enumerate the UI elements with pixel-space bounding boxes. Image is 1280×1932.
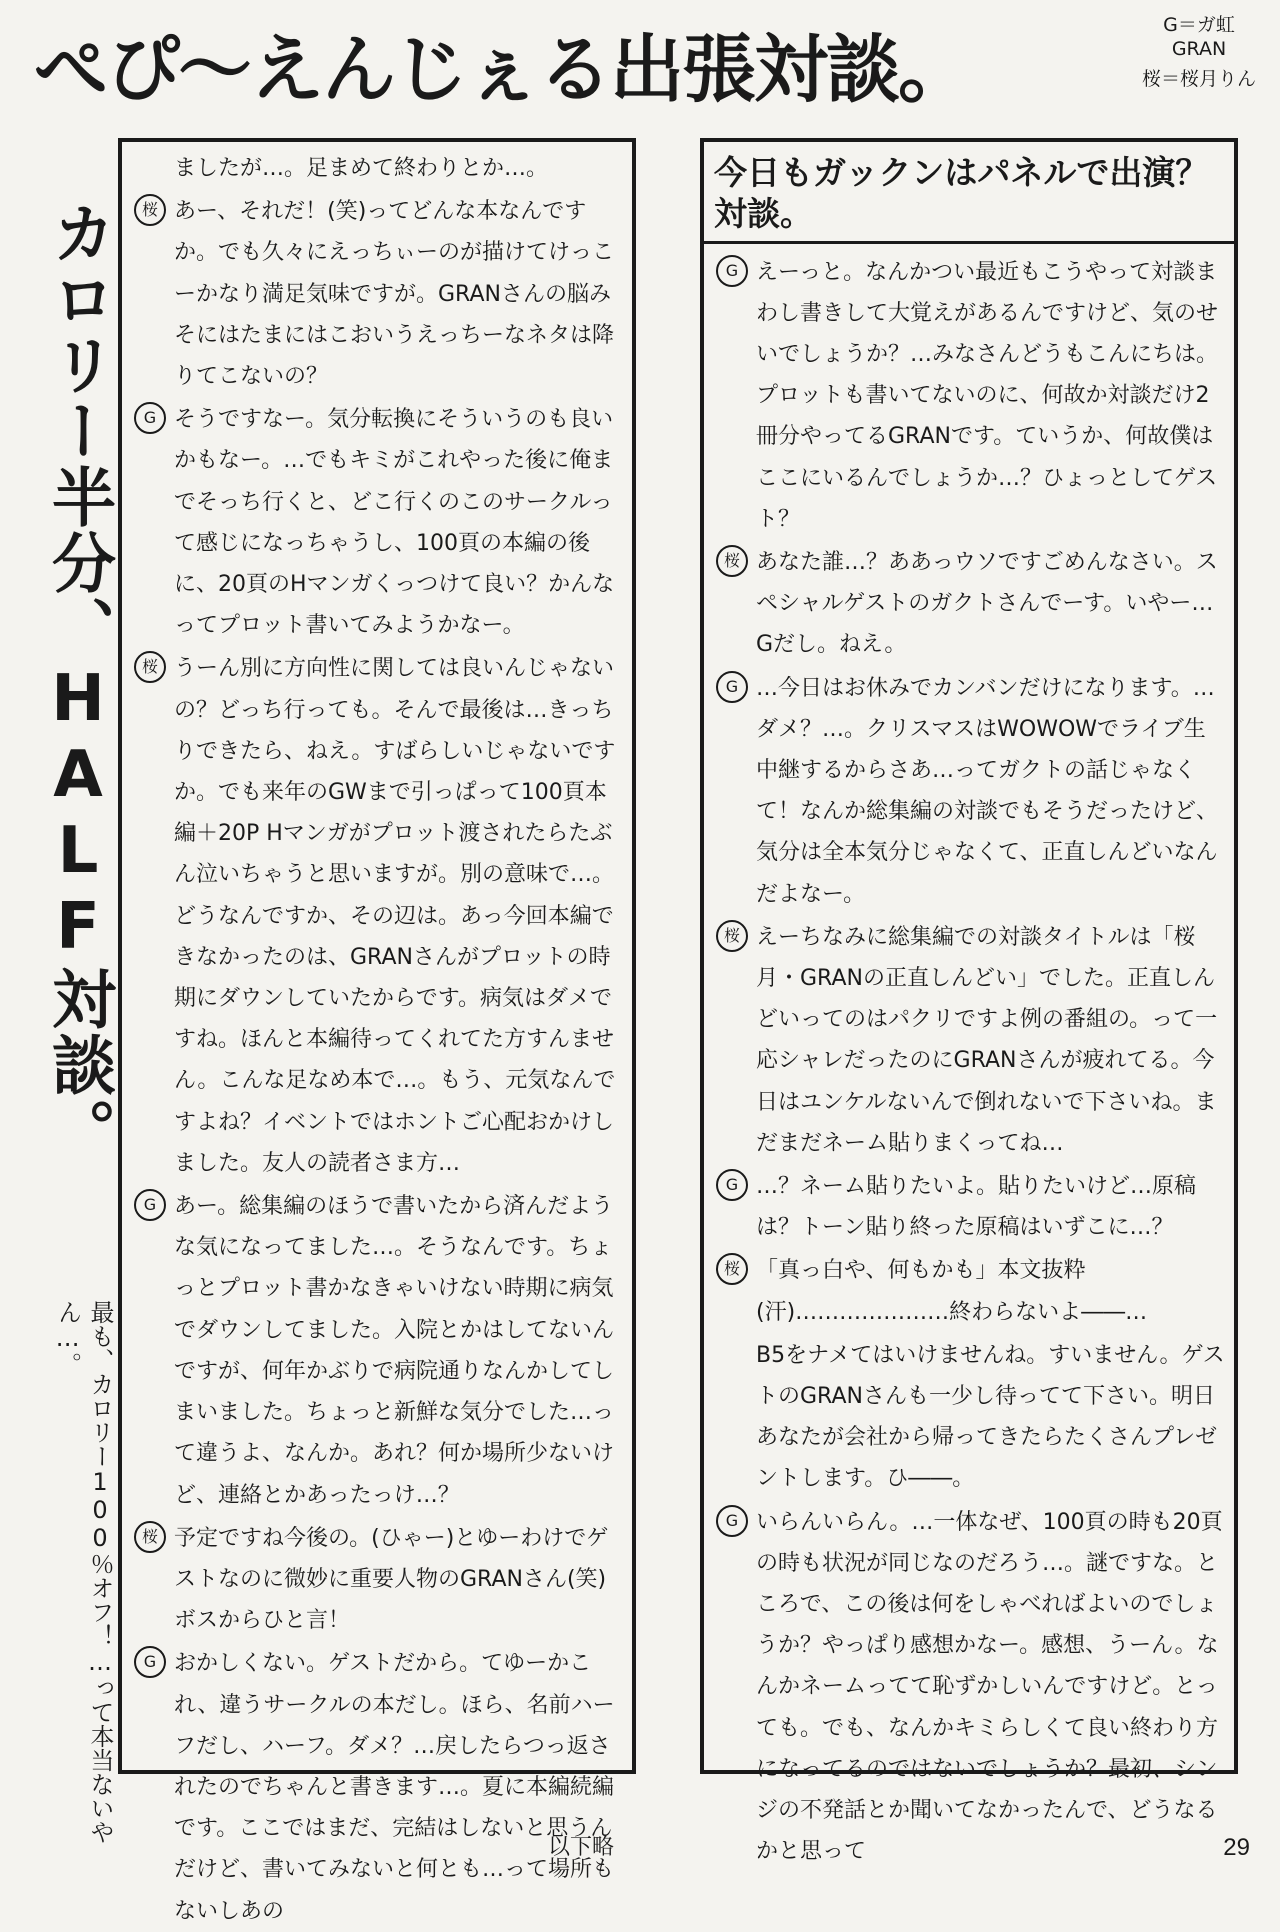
- legend-symbol: G: [1163, 14, 1178, 36]
- speaker-mark: G: [716, 1505, 748, 1537]
- speaker-mark: G: [716, 255, 748, 287]
- dialogue-block: [134, 648, 624, 1184]
- dialogue-block: [716, 917, 1226, 1164]
- dialogue-block: [716, 1166, 1226, 1248]
- dialogue-text: ましたが…。足まめて終わりとか…。: [174, 156, 549, 181]
- vertical-title: カロリー半分、HALF対談。: [41, 200, 115, 1164]
- dialogue-block: [134, 1518, 624, 1642]
- panel-heading: 今日もガックンはパネルで出演？対談。: [704, 148, 1234, 244]
- dialogue-text: …？ネーム貼りたいよ。貼りたいけど…原稿は？トーン貼り終った原稿はいずこに…？: [756, 1173, 1197, 1241]
- dialogue-block: [134, 399, 624, 646]
- footnote: 以下略: [548, 1835, 615, 1860]
- speaker-mark: [716, 1338, 748, 1370]
- dialogue-text: あー。総集編のほうで書いたから済んだような気になってました…。そうなんです。ちょっとプロット書かなきゃいけない時期に病気でダウンしてました。入院とかはしてないんですが、何年かぶりで病院通りなんかしてしまいました。ちょっと新鮮な気分でした…って違うよ、なんか。あれ？何か場所少ないけど、連絡とかあったっけ…？: [174, 1194, 615, 1508]
- speaker-mark: 桜: [716, 545, 748, 577]
- legend-text: ＝桜月りん: [1161, 67, 1257, 90]
- dialogue-text: …今日はお休みでカンバンだけになります。…ダメ？…。クリスマスはWOWOWでライブ生中継するからさあ…ってガクトの話じゃなくて！なんか総集編の対談でもそうだったけど、気分は全本気分じゃなくて、正直しんどいなんだよなー。: [756, 675, 1219, 907]
- dialogue-block: [716, 1502, 1226, 1873]
- dialogue-text: うーん別に方向性に関しては良いんじゃないの？どっち行っても。そんで最後は…きっちりできたら、ねえ。すばらしいじゃないですか。でも来年のGWまで引っぱって100頁本編＋20P Hマンガがプロット渡されたらたぶん泣いちゃうと思いますが。別の意味で…。どうなんですか、その辺は。あっ今回本編できなかったのは、GRANさんがプロットの時期にダウンしていたからです。病気はダメですね。ほんと本編待ってくれてた方すんません。こんな足なめ本で…。もう、元気なんですよね？イベントではホントご心配おかけしました。友人の読者さま方…: [174, 656, 616, 1176]
- dialogue-block: [134, 191, 624, 397]
- dialogue-block: [716, 1250, 1226, 1332]
- speaker-legend: [1138, 14, 1260, 97]
- dialogue-block: [716, 542, 1226, 666]
- speaker-mark: 桜: [134, 651, 166, 683]
- page-title: ぺぴ〜えんじぇる出張対談。: [34, 27, 970, 113]
- legend-symbol: 桜: [1141, 67, 1161, 90]
- speaker-mark: G: [134, 402, 166, 434]
- dialogue-text: そうですなー。気分転換にそういうのも良いかもなー。…でもキミがこれやった後に俺までそっち行くと、どこ行くのこのサークルって感じになっちゃうし、100頁の本編の後に、20頁のHマンガくっつけて良い？かんなってプロット書いてみようかなー。: [174, 407, 615, 639]
- dialogue-block: [134, 148, 624, 189]
- dialogue-text: えーちなみに総集編での対談タイトルは「桜月・GRANの正直しんどい」でした。正直しんどいってのはパクリですよ例の番組の。って一応シャレだったのにGRANさんが疲れてる。今日はユンケルないんで倒れないで下さいね。まだまだネーム貼りまくってね…: [756, 924, 1218, 1156]
- dialogue-text: 「真っ白や、何もかも」本文抜粋(汗)…………………終わらないよ――…: [756, 1258, 1148, 1325]
- dialogue-text: あなた誰…？ああっウソですごめんなさい。スペシャルゲストのガクトさんでーす。いやー…Gだし。ねえ。: [756, 549, 1218, 658]
- speaker-mark: G: [134, 1189, 166, 1221]
- dialogue-block: [716, 252, 1226, 540]
- speaker-mark: 桜: [134, 194, 166, 226]
- vertical-subtitle: 最も、カロリー100％オフ！…って本当ないやん…。: [53, 1300, 114, 1844]
- speaker-mark: 桜: [716, 1253, 748, 1285]
- speaker-mark: G: [716, 1169, 748, 1201]
- speaker-mark: 桜: [134, 1521, 166, 1553]
- speaker-mark: [134, 151, 166, 183]
- speaker-mark: G: [716, 671, 748, 703]
- legend-text: ＝ガ虹GRAN: [1171, 14, 1235, 60]
- legend-item-gran: [1138, 14, 1260, 62]
- dialogue-text: いらんいらん。…一体なぜ、100頁の時も20頁の時も状況が同じなのだろう…。謎ですな。ところで、この後は何をしゃべればよいのでしょうか？やっぱり感想かなー。感想、うーん。なんかネームってて恥ずかしいんですけど。とっても。でも、なんかキミらしくて良い終わり方になってるのではないでしょうか？最初、シンジの不発話とか聞いてなかったんで、どうなるかと思って: [756, 1509, 1223, 1865]
- dialogue-block: [134, 1186, 624, 1516]
- dialogue-block: [134, 1643, 624, 1931]
- dialogue-block: [716, 1335, 1226, 1500]
- page-number: 29: [1223, 1834, 1250, 1861]
- dialogue-text: おかしくない。ゲストだから。てゆーかこれ、違うサークルの本だし。ほら、名前ハーフだし、ハーフ。ダメ？…戻したらつっ返されたのでちゃんと書きます…。夏に本編続編です。ここではまだ、完結はしないと思うんだけど、書いてみないと何とも…って場所もないしあの: [174, 1651, 615, 1924]
- dialogue-text: えーっと。なんかつい最近もこうやって対談まわし書きして大覚えがあるんですけど、気のせいでしょうか？…みなさんどうもこんにちは。プロットも書いてないのに、何故か対談だけ2冊分やってるGRANです。ていうか、何故僕はここにいるんでしょうか…？ひょっとしてゲスト？: [756, 259, 1219, 532]
- dialogue-text: 予定ですね今後の。(ひゃー)とゆーわけでゲストなのに微妙に重要人物のGRANさん(笑)ボスからひと言！: [174, 1525, 609, 1634]
- dialogue-text: B5をナメてはいけませんね。すいません。ゲストのGRANさんも一少し待ってて下さい。明日あなたが会社から帰ってきたらたくさんプレゼントします。ひ――。: [756, 1342, 1225, 1492]
- dialogue-block: [716, 668, 1226, 915]
- speaker-mark: G: [134, 1646, 166, 1678]
- legend-item-sakuratsuki: [1138, 68, 1260, 92]
- dialogue-text: あー、それだ！(笑)ってどんな本なんですか。でも久々にえっちぃーのが描けてけっこーかなり満足気味ですが。GRANさんの脳みそにはたまにはこおいうえっちーなネタは降りてこないの？: [174, 199, 615, 390]
- speaker-mark: 桜: [716, 920, 748, 952]
